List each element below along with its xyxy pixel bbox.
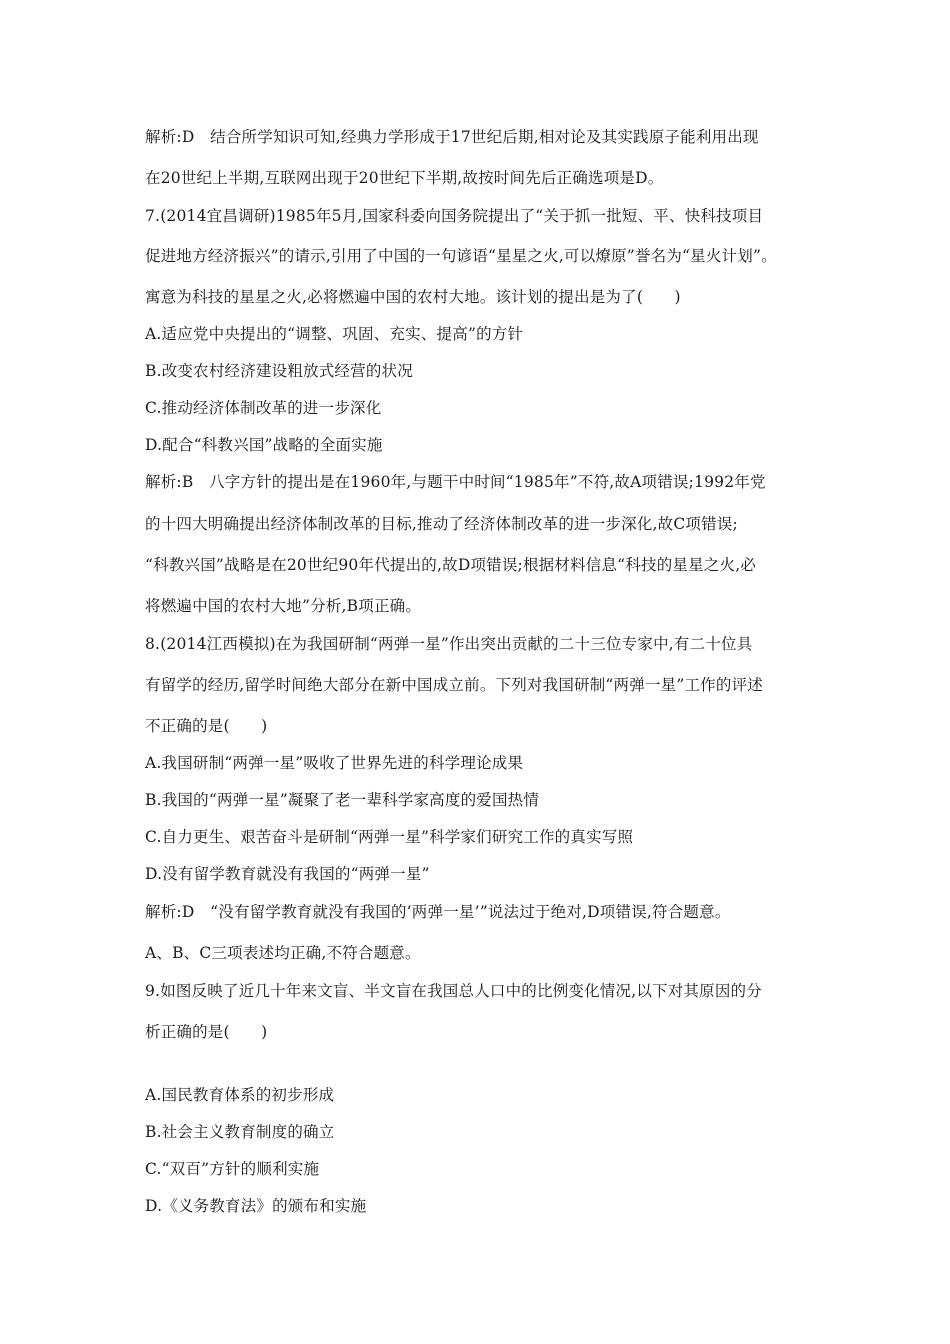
question-9-stem-line-1: 9.如图反映了近几十年来文盲、半文盲在我国总人口中的比例变化情况,以下对其原因的分 xyxy=(145,982,762,1000)
question-8-stem-line-1: 8.(2014江西模拟)在为我国研制“两弹一星”作出突出贡献的二十三位专家中,有二十位具 xyxy=(145,635,753,653)
question-9-stem-line-2: 析正确的是( ) xyxy=(145,1023,268,1041)
answer-analysis-8-line-1: 解析:D “没有留学教育就没有我国的‘两弹一星’”说法过于绝对,D项错误,符合题意。 xyxy=(145,903,731,921)
question-7-option-c: C.推动经济体制改革的进一步深化 xyxy=(145,399,382,417)
question-8-option-b: B.我国的“两弹一星”凝聚了老一辈科学家高度的爱国热情 xyxy=(145,791,540,809)
question-8-option-d: D.没有留学教育就没有我国的“两弹一星” xyxy=(145,865,430,883)
question-7-stem-line-2: 促进地方经济振兴”的请示,引用了中国的一句谚语“星星之火,可以燎原”誉名为“星火计划”。 xyxy=(145,247,777,265)
question-8-stem-line-2: 有留学的经历,留学时间绝大部分在新中国成立前。下列对我国研制“两弹一星”工作的评述 xyxy=(145,676,763,694)
question-7-option-a: A.适应党中央提出的“调整、巩固、充实、提高”的方针 xyxy=(145,325,524,343)
question-7-option-d: D.配合“科教兴国”战略的全面实施 xyxy=(145,436,383,454)
answer-analysis-7-line-2: 的十四大明确提出经济体制改革的目标,推动了经济体制改革的进一步深化,故C项错误; xyxy=(145,515,738,533)
question-9-option-d: D.《义务教育法》的颁布和实施 xyxy=(145,1197,367,1215)
question-9-option-a: A.国民教育体系的初步形成 xyxy=(145,1086,335,1104)
question-7-option-b: B.改变农村经济建设粗放式经营的状况 xyxy=(145,362,413,380)
answer-analysis-7-line-4: 将燃遍中国的农村大地”分析,B项正确。 xyxy=(145,597,422,615)
question-9-option-b: B.社会主义教育制度的确立 xyxy=(145,1123,335,1141)
question-8-option-c: C.自力更生、艰苦奋斗是研制“两弹一星”科学家们研究工作的真实写照 xyxy=(145,828,634,846)
answer-analysis-6-line-2: 在20世纪上半期,互联网出现于20世纪下半期,故按时间先后正确选项是D。 xyxy=(145,169,664,187)
answer-analysis-7-line-1: 解析:B 八字方针的提出是在1960年,与题干中时间“1985年”不符,故A项错误;1992年党 xyxy=(145,473,766,491)
question-8-option-a: A.我国研制“两弹一星”吸收了世界先进的科学理论成果 xyxy=(145,754,524,772)
answer-analysis-6-line-1: 解析:D 结合所学知识可知,经典力学形成于17世纪后期,相对论及其实践原子能利用出现 xyxy=(145,128,759,146)
question-7-stem-line-1: 7.(2014宜昌调研)1985年5月,国家科委向国务院提出了“关于抓一批短、平、快科技项目 xyxy=(145,207,764,225)
answer-analysis-7-line-3: “科教兴国”战略是在20世纪90年代提出的,故D项错误;根据材料信息“科技的星星之火,必 xyxy=(145,556,757,574)
answer-analysis-8-line-2: A、B、C三项表述均正确,不符合题意。 xyxy=(145,944,421,962)
question-7-stem-line-3: 寓意为科技的星星之火,必将燃遍中国的农村大地。该计划的提出是为了( ) xyxy=(145,288,681,306)
question-8-stem-line-3: 不正确的是( ) xyxy=(145,717,268,735)
question-9-option-c: C.“双百”方针的顺利实施 xyxy=(145,1160,320,1178)
